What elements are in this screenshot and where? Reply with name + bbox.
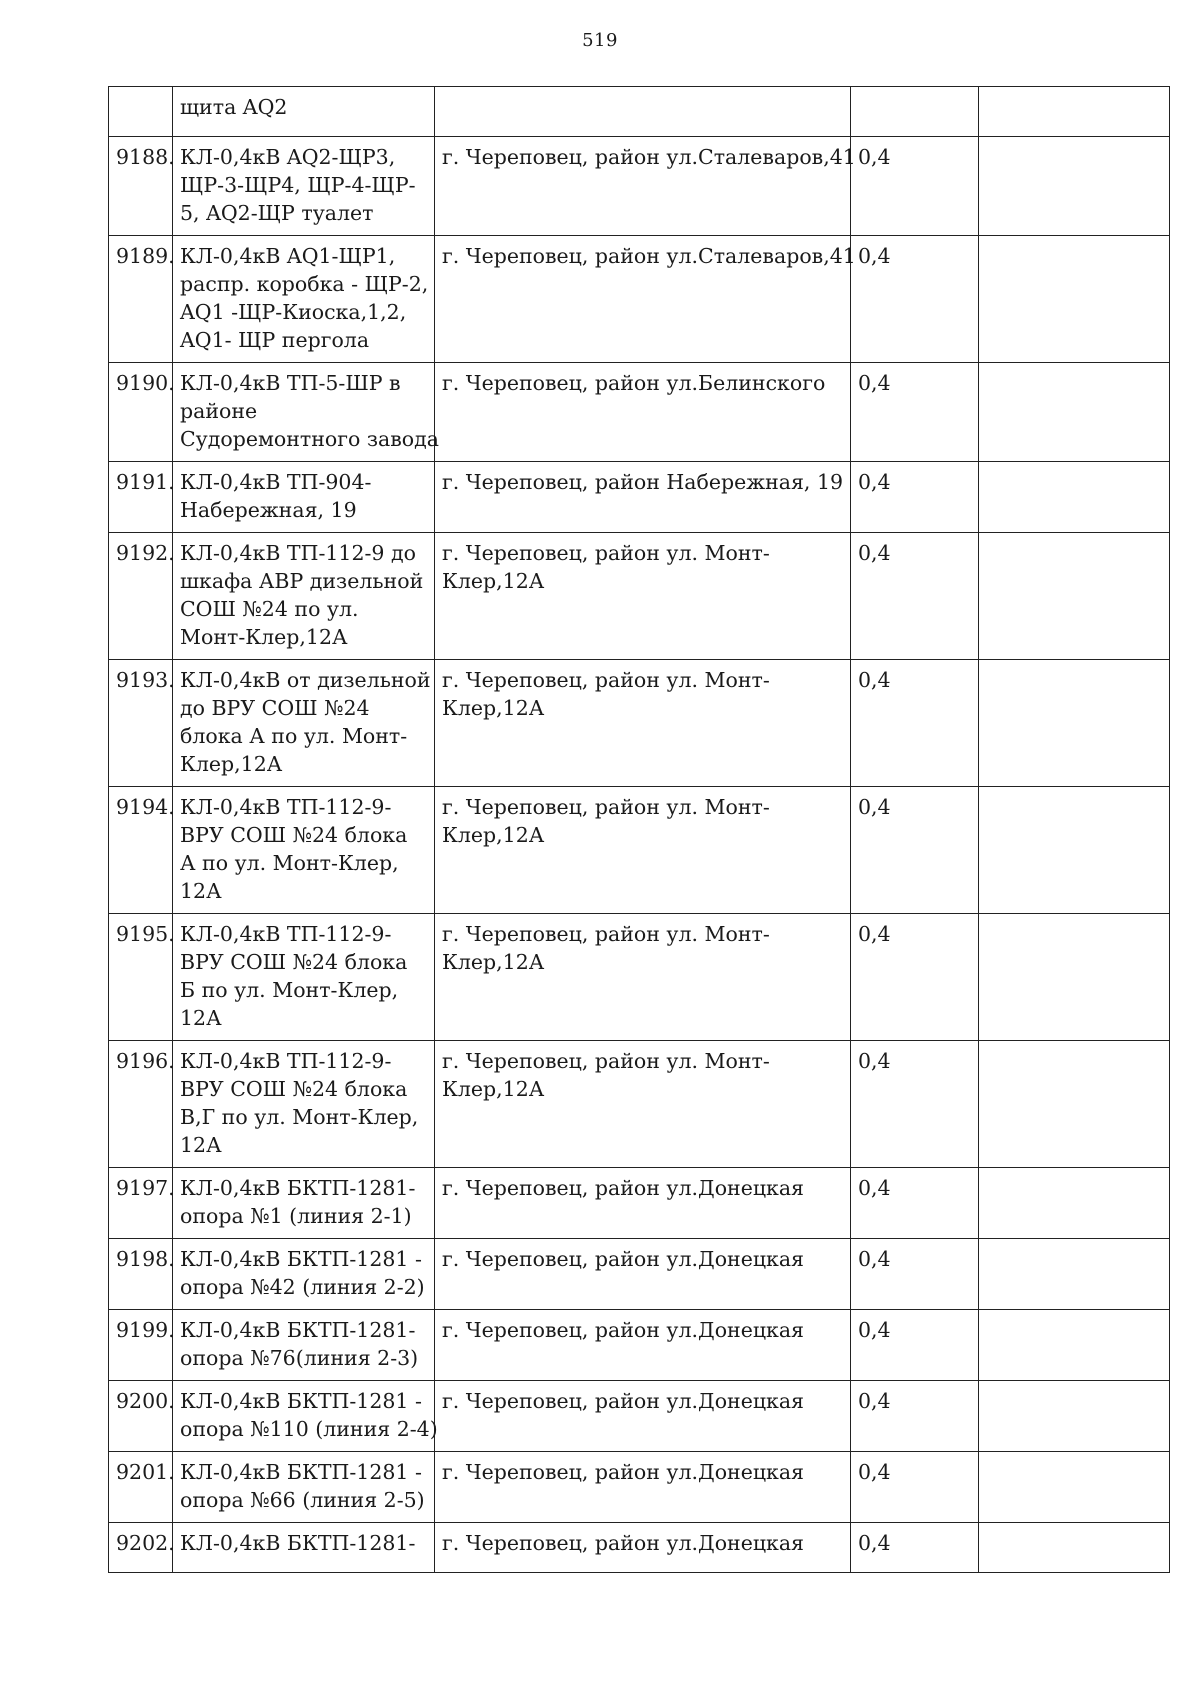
line-name-text: КЛ-0,4кВ ТП-112-9 до (180, 541, 416, 565)
line-name-text: КЛ-0,4кВ ТП-904- (180, 470, 372, 494)
address-text: г. Череповец, район ул.Сталеваров,41 (442, 244, 856, 268)
extra-cell (979, 1310, 1170, 1381)
voltage-cell: 0,4 (851, 1310, 979, 1381)
line-name-cell (173, 462, 435, 533)
line-name-text: КЛ-0,4кВ AQ1-ЩР1, (180, 244, 396, 268)
extra-cell (979, 1452, 1170, 1523)
line-name-cell (173, 87, 435, 137)
table-row (109, 137, 1170, 236)
line-name-text: до ВРУ СОШ №24 (180, 696, 370, 720)
row-number-cell: 9196. (109, 1041, 173, 1168)
line-name-text: СОШ №24 по ул. (180, 597, 359, 621)
address-text: Клер,12А (442, 696, 545, 720)
address-text: Клер,12А (442, 950, 545, 974)
table-row (109, 533, 1170, 660)
line-name-text: 5, AQ2-ЩР туалет (180, 201, 374, 225)
line-name-text: опора №110 (линия 2-4) (180, 1417, 438, 1441)
line-name-text: AQ1 -ЩР-Киоска,1,2, (180, 300, 407, 324)
table-row (109, 914, 1170, 1041)
voltage-cell: 0,4 (851, 137, 979, 236)
extra-cell (979, 660, 1170, 787)
line-name-text: КЛ-0,4кВ БКТП-1281 - (180, 1389, 422, 1413)
address-cell (435, 660, 851, 787)
voltage-cell: 0,4 (851, 1168, 979, 1239)
line-name-text: ВРУ СОШ №24 блока (180, 1077, 408, 1101)
address-cell (435, 363, 851, 462)
voltage-cell: 0,4 (851, 1381, 979, 1452)
line-name-text: Б по ул. Монт-Клер, (180, 978, 399, 1002)
line-name-text: опора №1 (линия 2-1) (180, 1204, 412, 1228)
line-name-cell (173, 363, 439, 462)
row-number-cell: 9199. (109, 1310, 173, 1381)
address-text: Клер,12А (442, 823, 545, 847)
extra-cell (979, 1168, 1170, 1239)
line-name-cell (173, 1239, 435, 1310)
address-cell (435, 462, 851, 533)
line-name-text: КЛ-0,4кВ ТП-112-9- (180, 795, 392, 819)
address-text: Клер,12А (442, 1077, 545, 1101)
row-number-cell: 9188. (109, 137, 173, 236)
line-name-text: КЛ-0,4кВ от дизельной (180, 668, 431, 692)
line-name-text: КЛ-0,4кВ ТП-112-9- (180, 922, 392, 946)
extra-cell (979, 236, 1170, 363)
voltage-cell: 0,4 (851, 1041, 979, 1168)
address-cell (435, 1523, 851, 1573)
line-name-text: опора №42 (линия 2-2) (180, 1275, 425, 1299)
line-name-text: AQ1- ЩР пергола (180, 328, 370, 352)
line-name-text: ВРУ СОШ №24 блока (180, 823, 408, 847)
address-cell (435, 87, 851, 137)
voltage-cell: 0,4 (851, 914, 979, 1041)
line-name-cell (173, 1523, 435, 1573)
row-number-cell: 9195. (109, 914, 173, 1041)
voltage-cell: 0,4 (851, 660, 979, 787)
address-text: г. Череповец, район ул.Сталеваров,41 (442, 145, 856, 169)
row-number-cell: 9200. (109, 1381, 173, 1452)
address-cell (435, 137, 856, 236)
line-name-text: шкафа АВР дизельной (180, 569, 424, 593)
line-name-text: КЛ-0,4кВ AQ2-ЩР3, (180, 145, 396, 169)
line-name-cell (173, 660, 435, 787)
address-cell (435, 1168, 851, 1239)
row-number-cell: 9193. (109, 660, 173, 787)
extra-cell (979, 462, 1170, 533)
voltage-cell: 0,4 (851, 1239, 979, 1310)
voltage-cell: 0,4 (851, 462, 979, 533)
line-name-text: КЛ-0,4кВ БКТП-1281- (180, 1318, 416, 1342)
voltage-cell: 0,4 (851, 533, 979, 660)
address-text: г. Череповец, район ул. Монт- (442, 668, 770, 692)
voltage-cell: 0,4 (851, 236, 979, 363)
line-name-text: 12А (180, 879, 222, 903)
table-row (109, 660, 1170, 787)
row-number-cell: 9198. (109, 1239, 173, 1310)
line-name-cell (173, 137, 435, 236)
address-text: г. Череповец, район ул.Донецкая (442, 1389, 804, 1413)
address-text: г. Череповец, район ул.Донецкая (442, 1176, 804, 1200)
extra-cell (979, 1041, 1170, 1168)
line-name-text: блока А по ул. Монт- (180, 724, 408, 748)
line-name-cell (173, 1381, 438, 1452)
table-row (109, 1523, 1170, 1573)
extra-cell (979, 1381, 1170, 1452)
row-number-cell: 9189. (109, 236, 173, 363)
line-name-text: щита AQ2 (180, 95, 288, 119)
line-name-text: КЛ-0,4кВ ТП-112-9- (180, 1049, 392, 1073)
row-number-cell: 9191. (109, 462, 173, 533)
extra-cell (979, 1523, 1170, 1573)
address-text: г. Череповец, район ул.Донецкая (442, 1460, 804, 1484)
voltage-cell: 0,4 (851, 1523, 979, 1573)
line-name-cell (173, 914, 435, 1041)
row-number-cell: 9190. (109, 363, 173, 462)
address-text: г. Череповец, район ул.Донецкая (442, 1318, 804, 1342)
table-row (109, 236, 1170, 363)
line-name-text: опора №66 (линия 2-5) (180, 1488, 425, 1512)
line-name-cell (173, 1310, 435, 1381)
address-text: г. Череповец, район ул. Монт- (442, 541, 770, 565)
line-name-text: распр. коробка - ЩР-2, (180, 272, 429, 296)
address-text: г. Череповец, район ул. Монт- (442, 922, 770, 946)
table-row (109, 1452, 1170, 1523)
line-name-cell (173, 1041, 435, 1168)
extra-cell (979, 87, 1170, 137)
address-text: Клер,12А (442, 569, 545, 593)
table-row (109, 787, 1170, 914)
extra-cell (979, 914, 1170, 1041)
table-row (109, 1239, 1170, 1310)
address-cell (435, 1381, 851, 1452)
page-number: 519 (582, 30, 618, 51)
address-text: г. Череповец, район ул. Монт- (442, 1049, 770, 1073)
line-name-text: А по ул. Монт-Клер, (180, 851, 399, 875)
extra-cell (979, 363, 1170, 462)
line-name-text: КЛ-0,4кВ БКТП-1281- (180, 1176, 416, 1200)
line-name-text: Клер,12А (180, 752, 283, 776)
table-row (109, 1168, 1170, 1239)
line-name-text: Монт-Клер,12А (180, 625, 348, 649)
table-row (109, 1041, 1170, 1168)
line-name-text: 12А (180, 1006, 222, 1030)
row-number-cell: 9197. (109, 1168, 173, 1239)
line-name-text: КЛ-0,4кВ БКТП-1281- (180, 1531, 416, 1555)
table-row (109, 363, 1170, 462)
line-name-cell (173, 787, 435, 914)
line-name-text: ЩР-3-ЩР4, ЩР-4-ЩР- (180, 173, 416, 197)
row-number-cell: 9202. (109, 1523, 173, 1573)
address-text: г. Череповец, район ул.Белинского (442, 371, 826, 395)
address-cell (435, 914, 851, 1041)
address-cell (435, 1310, 851, 1381)
line-name-text: районе (180, 399, 258, 423)
extra-cell (979, 787, 1170, 914)
address-cell (435, 1452, 851, 1523)
row-number-cell (109, 87, 173, 137)
address-text: г. Череповец, район Набережная, 19 (442, 470, 844, 494)
table-row (109, 462, 1170, 533)
registry-table-body (109, 87, 1170, 1573)
row-number-cell: 9201. (109, 1452, 173, 1523)
line-name-cell (173, 1452, 435, 1523)
line-name-text: В,Г по ул. Монт-Клер, (180, 1105, 419, 1129)
voltage-cell (851, 87, 979, 137)
address-cell (435, 533, 851, 660)
line-name-text: Судоремонтного завода (180, 427, 439, 451)
extra-cell (979, 1239, 1170, 1310)
line-name-text: КЛ-0,4кВ БКТП-1281 - (180, 1247, 422, 1271)
registry-table (108, 86, 1170, 1573)
line-name-cell (173, 236, 435, 363)
address-text: г. Череповец, район ул.Донецкая (442, 1247, 804, 1271)
line-name-text: ВРУ СОШ №24 блока (180, 950, 408, 974)
line-name-text: опора №76(линия 2-3) (180, 1346, 419, 1370)
address-text: г. Череповец, район ул.Донецкая (442, 1531, 804, 1555)
line-name-text: КЛ-0,4кВ БКТП-1281 - (180, 1460, 422, 1484)
voltage-cell: 0,4 (851, 363, 979, 462)
line-name-text: КЛ-0,4кВ ТП-5-ШР в (180, 371, 401, 395)
extra-cell (979, 137, 1170, 236)
table-row (109, 87, 1170, 137)
table-row (109, 1381, 1170, 1452)
address-cell (435, 1239, 851, 1310)
row-number-cell: 9192. (109, 533, 173, 660)
line-name-text: 12А (180, 1133, 222, 1157)
address-cell (435, 1041, 851, 1168)
table-row (109, 1310, 1170, 1381)
address-cell (435, 236, 856, 363)
line-name-cell (173, 533, 435, 660)
address-cell (435, 787, 851, 914)
row-number-cell: 9194. (109, 787, 173, 914)
address-text: г. Череповец, район ул. Монт- (442, 795, 770, 819)
line-name-text: Набережная, 19 (180, 498, 357, 522)
voltage-cell: 0,4 (851, 1452, 979, 1523)
extra-cell (979, 533, 1170, 660)
voltage-cell: 0,4 (851, 787, 979, 914)
line-name-cell (173, 1168, 435, 1239)
